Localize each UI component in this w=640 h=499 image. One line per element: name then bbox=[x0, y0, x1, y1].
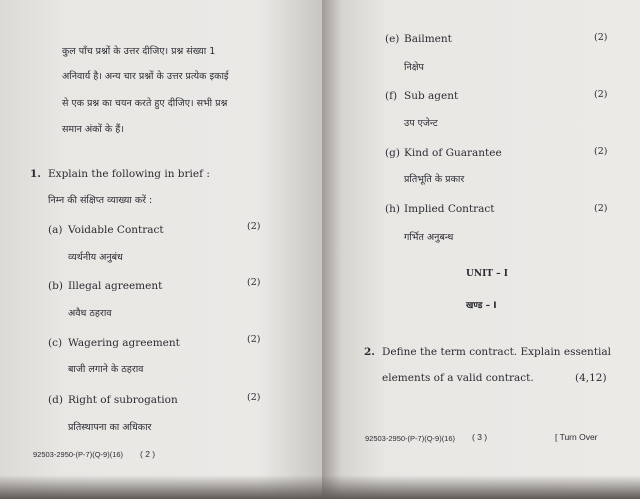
item-d-label: (d) bbox=[48, 394, 63, 406]
question-1-text: Explain the following in brief : bbox=[48, 168, 210, 180]
item-d-hindi: प्रतिस्थापना का अधिकार bbox=[68, 422, 152, 433]
item-e-text: Bailment bbox=[404, 33, 452, 45]
item-c-label: (c) bbox=[48, 337, 63, 349]
question-2-line-2: elements of a valid contract. bbox=[382, 372, 534, 384]
bottom-shadow bbox=[0, 475, 640, 499]
item-a-marks: (2) bbox=[247, 221, 261, 232]
question-1-number: 1. bbox=[30, 168, 41, 180]
item-c-marks: (2) bbox=[247, 334, 261, 345]
question-1-text-hindi: निम्न की संक्षिप्त व्याख्या करें : bbox=[48, 195, 153, 206]
item-f-marks: (2) bbox=[594, 89, 608, 100]
item-e-marks: (2) bbox=[594, 32, 608, 43]
item-h-hindi: गर्भित अनुबन्ध bbox=[404, 232, 454, 243]
item-f-hindi: उप एजेन्ट bbox=[404, 118, 438, 129]
item-g-text: Kind of Guarantee bbox=[404, 147, 502, 159]
instructions-line-3: से एक प्रश्न का चयन करते हुए दीजिए। सभी प्रश्न bbox=[62, 98, 228, 109]
item-c-hindi: बाजी लगाने के ठहराव bbox=[68, 364, 144, 375]
item-a-hindi: व्यर्थनीय अनुबंध bbox=[68, 252, 123, 263]
right-page bbox=[322, 0, 640, 499]
footer-code-right: 92503-2950-(P-7)(Q-9)(16) bbox=[365, 434, 456, 443]
footer-page-number-right: ( 3 ) bbox=[472, 432, 488, 442]
item-e-label: (e) bbox=[385, 33, 400, 45]
item-h-text: Implied Contract bbox=[404, 203, 495, 215]
item-g-hindi: प्रतिभूति के प्रकार bbox=[404, 174, 465, 185]
instructions-line-1: कुल पाँच प्रश्नों के उत्तर दीजिए। प्रश्न संख्या 1 bbox=[62, 46, 216, 57]
item-g-marks: (2) bbox=[594, 146, 608, 157]
turn-over-label: [ Turn Over bbox=[555, 432, 598, 442]
item-c-text: Wagering agreement bbox=[68, 337, 180, 349]
item-d-text: Right of subrogation bbox=[68, 394, 178, 406]
instructions-line-4: समान अंकों के हैं। bbox=[62, 124, 124, 135]
footer-code-left: 92503-2950-(P-7)(Q-9)(16) bbox=[33, 450, 124, 459]
item-d-marks: (2) bbox=[247, 392, 261, 403]
item-b-marks: (2) bbox=[247, 277, 261, 288]
unit-heading-hindi: खण्ड – I bbox=[466, 301, 497, 311]
item-b-text: Illegal agreement bbox=[68, 280, 163, 292]
unit-heading: UNIT – I bbox=[466, 269, 508, 279]
question-2-line-1: Define the term contract. Explain essential bbox=[382, 346, 612, 358]
item-a-text: Voidable Contract bbox=[68, 224, 164, 236]
item-a-label: (a) bbox=[48, 224, 63, 236]
footer-page-number-left: ( 2 ) bbox=[140, 449, 156, 459]
item-h-label: (h) bbox=[385, 203, 400, 215]
item-b-hindi: अवैध ठहराव bbox=[68, 308, 112, 319]
instructions-line-2: अनिवार्य है। अन्य चार प्रश्नों के उत्तर प्रत्येक इकाई bbox=[62, 71, 229, 82]
item-h-marks: (2) bbox=[594, 203, 608, 214]
question-2-number: 2. bbox=[364, 346, 375, 358]
item-b-label: (b) bbox=[48, 280, 63, 292]
item-f-label: (f) bbox=[385, 90, 398, 102]
item-f-text: Sub agent bbox=[404, 90, 459, 102]
item-g-label: (g) bbox=[385, 147, 400, 159]
item-e-hindi: निक्षेप bbox=[404, 62, 424, 73]
question-2-marks: (4,12) bbox=[575, 372, 607, 384]
